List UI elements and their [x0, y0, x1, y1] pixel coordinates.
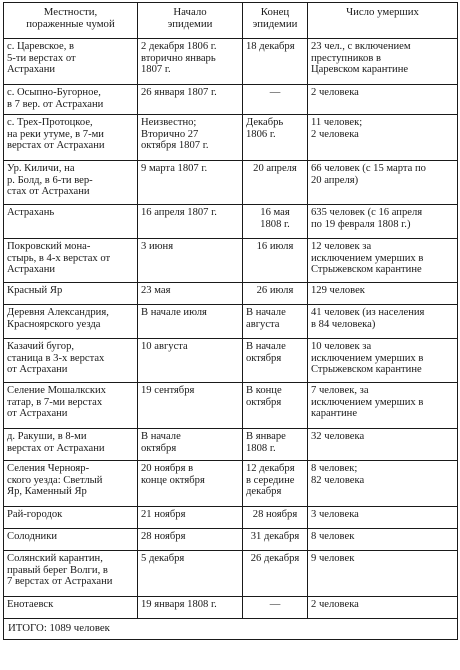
cell-start-text: 21 ноября: [141, 509, 186, 520]
cell-end-text: 31 декабря: [250, 531, 300, 542]
cell-location-text: Солянский карантин, правый берег Волги, в 7 верстах от Астрахани: [7, 553, 113, 588]
cell-start: [138, 551, 243, 597]
cell-deaths: [308, 461, 458, 507]
cell-start-text: 2 декабря 1806 г. вторично январь 1807 г.: [141, 41, 217, 76]
cell-start-text: 19 января 1808 г.: [141, 599, 217, 610]
cell-end-text: 16 мая 1808 г.: [260, 207, 290, 230]
cell-location: [4, 239, 138, 283]
header-end: Конец эпидемии: [243, 3, 308, 39]
cell-deaths: [308, 161, 458, 205]
cell-start-text: 26 января 1807 г.: [141, 87, 217, 98]
cell-end-text: —: [269, 599, 281, 610]
table-row: [4, 39, 458, 85]
cell-location: [4, 551, 138, 597]
cell-location-text: Казачий бугор, станица в 3-х верстах от Астрахани: [7, 341, 105, 376]
cell-deaths: [308, 39, 458, 85]
cell-deaths: [308, 339, 458, 383]
table-row: [4, 239, 458, 283]
cell-end: [243, 529, 308, 551]
cell-location: [4, 597, 138, 619]
header-deaths: Число умерших: [308, 3, 458, 39]
cell-start: [138, 239, 243, 283]
cell-deaths-text: 32 человека: [311, 431, 365, 442]
cell-start: [138, 429, 243, 461]
header-start: Начало эпидемии: [138, 3, 243, 39]
cell-start-text: 23 мая: [141, 285, 171, 296]
cell-start: [138, 383, 243, 429]
cell-start: [138, 305, 243, 339]
cell-deaths-text: 23 чел., с включением преступников в Царевском карантине: [311, 41, 411, 76]
cell-location-text: Покровский мона- стырь, в 4-х верстах от Астрахани: [7, 241, 111, 276]
cell-location: [4, 115, 138, 161]
cell-deaths: [308, 529, 458, 551]
cell-deaths-text: 12 человек за исключением умерших в Стрыжевском карантине: [311, 241, 424, 276]
cell-deaths-text: 2 человека: [311, 599, 359, 610]
cell-start-text: 20 ноября в конце октября: [141, 463, 205, 486]
cell-end-text: 16 июля: [256, 241, 294, 252]
cell-start: [138, 339, 243, 383]
table-row: [4, 339, 458, 383]
cell-location-text: Рай-городок: [7, 509, 63, 520]
cell-location-text: Деревня Александрия, Красноярского уезда: [7, 307, 109, 330]
cell-deaths-text: 66 человек (с 15 марта по 20 апреля): [311, 163, 426, 186]
cell-location: [4, 429, 138, 461]
cell-deaths: [308, 429, 458, 461]
cell-deaths: [308, 205, 458, 239]
cell-location: [4, 305, 138, 339]
table-row: [4, 597, 458, 619]
cell-deaths: [308, 597, 458, 619]
cell-start-text: 3 июня: [141, 241, 174, 252]
cell-location-text: Енотаевск: [7, 599, 54, 610]
cell-end: [243, 551, 308, 597]
cell-end: [243, 383, 308, 429]
cell-deaths: [308, 85, 458, 115]
cell-deaths-text: 11 человек; 2 человека: [311, 117, 363, 140]
cell-start: [138, 85, 243, 115]
table-row: [4, 461, 458, 507]
cell-deaths-text: 9 человек: [311, 553, 355, 564]
cell-deaths-text: 129 человек: [311, 285, 365, 296]
cell-location: [4, 461, 138, 507]
cell-end-text: В начале августа: [246, 307, 286, 330]
cell-start: [138, 161, 243, 205]
cell-end: [243, 239, 308, 283]
table-row: [4, 161, 458, 205]
cell-end: [243, 461, 308, 507]
cell-end: [243, 507, 308, 529]
table-header-row: [4, 3, 458, 39]
total-text: ИТОГО: 1089 человек: [4, 619, 458, 640]
cell-location-text: Селения Чернояр- ского уезда: Светлый Яр, Каменный Яр: [7, 463, 103, 498]
cell-deaths-text: 10 человек за исключением умерших в Стрыжевском карантине: [311, 341, 424, 376]
cell-location-text: с. Царевское, в 5-ти верстах от Астрахани: [7, 41, 76, 76]
table-row: [4, 283, 458, 305]
cell-start: [138, 283, 243, 305]
cell-deaths-text: 635 человек (с 16 апреля по 19 февраля 1808 г.): [311, 207, 423, 230]
cell-end-text: 18 декабря: [246, 41, 295, 52]
cell-start-text: 10 августа: [141, 341, 188, 352]
cell-end-text: Декабрь 1806 г.: [246, 117, 284, 140]
cell-deaths: [308, 305, 458, 339]
cell-location: [4, 161, 138, 205]
plague-table: [3, 2, 458, 640]
cell-end: [243, 205, 308, 239]
cell-location-text: Красный Яр: [7, 285, 63, 296]
cell-deaths: [308, 551, 458, 597]
table-row: [4, 551, 458, 597]
cell-deaths-text: 7 человек, за исключением умерших в карантине: [311, 385, 424, 420]
table-row: [4, 383, 458, 429]
cell-deaths: [308, 239, 458, 283]
cell-start-text: 5 декабря: [141, 553, 185, 564]
table-row: [4, 305, 458, 339]
cell-deaths: [308, 283, 458, 305]
cell-start-text: 9 марта 1807 г.: [141, 163, 208, 174]
table-row: [4, 85, 458, 115]
cell-deaths-text: 2 человека: [311, 87, 359, 98]
cell-location: [4, 39, 138, 85]
cell-deaths-text: 41 человек (из населения в 84 человека): [311, 307, 425, 330]
cell-start-text: 16 апреля 1807 г.: [141, 207, 217, 218]
cell-location-text: с. Трех-Протоцкое, на реки утуме, в 7-ми верстах от Астрахани: [7, 117, 105, 152]
cell-deaths-text: 3 человека: [311, 509, 359, 520]
cell-end-text: 28 ноября: [252, 509, 298, 520]
cell-end-text: В начале октября: [246, 341, 286, 364]
table-row: [4, 205, 458, 239]
cell-start: [138, 597, 243, 619]
cell-end: [243, 115, 308, 161]
cell-start: [138, 461, 243, 507]
cell-end: [243, 597, 308, 619]
table-row: [4, 529, 458, 551]
cell-end-text: 20 апреля: [253, 163, 297, 174]
cell-deaths: [308, 383, 458, 429]
cell-start: [138, 529, 243, 551]
cell-location: [4, 507, 138, 529]
cell-location-text: Ур. Киличи, на р. Болд, в 6-ти вер- стах от Астрахани: [7, 163, 93, 198]
cell-end: [243, 161, 308, 205]
cell-end-text: В конце октября: [246, 385, 282, 408]
total-row: [4, 619, 458, 640]
table-row: [4, 115, 458, 161]
cell-deaths: [308, 115, 458, 161]
cell-end-text: 26 июля: [256, 285, 294, 296]
cell-start-text: В начале октября: [141, 431, 181, 454]
cell-location: [4, 339, 138, 383]
cell-end: [243, 85, 308, 115]
cell-start-text: 19 сентября: [141, 385, 195, 396]
cell-end: [243, 429, 308, 461]
cell-start: [138, 205, 243, 239]
cell-end-text: 12 декабря в середине декабря: [246, 463, 295, 498]
cell-location: [4, 383, 138, 429]
cell-deaths-text: 8 человек: [311, 531, 355, 542]
cell-end-text: 26 декабря: [250, 553, 300, 564]
cell-location: [4, 205, 138, 239]
cell-end: [243, 305, 308, 339]
cell-start-text: 28 ноября: [141, 531, 186, 542]
cell-location: [4, 85, 138, 115]
cell-location: [4, 529, 138, 551]
table-row: [4, 507, 458, 529]
cell-deaths: [308, 507, 458, 529]
cell-end: [243, 39, 308, 85]
cell-start-text: В начале июля: [141, 307, 207, 318]
header-location: Местности, пораженные чумой: [4, 3, 138, 39]
cell-location-text: Селение Мошалкских татар, в 7-ми верстах от Астрахани: [7, 385, 106, 420]
cell-location-text: Солодники: [7, 531, 58, 542]
cell-start-text: Неизвестно; Вторично 27 октября 1807 г.: [141, 117, 209, 152]
cell-end-text: —: [269, 87, 281, 98]
cell-location: [4, 283, 138, 305]
cell-start: [138, 39, 243, 85]
cell-location-text: Астрахань: [7, 207, 55, 218]
cell-start: [138, 507, 243, 529]
cell-location-text: д. Ракуши, в 8-ми верстах от Астрахани: [7, 431, 105, 454]
cell-location-text: с. Осыпно-Бугорное, в 7 вер. от Астрахани: [7, 87, 104, 110]
cell-end: [243, 283, 308, 305]
cell-start: [138, 115, 243, 161]
cell-deaths-text: 8 человек; 82 человека: [311, 463, 365, 486]
table-row: [4, 429, 458, 461]
cell-end-text: В январе 1808 г.: [246, 431, 286, 454]
cell-end: [243, 339, 308, 383]
